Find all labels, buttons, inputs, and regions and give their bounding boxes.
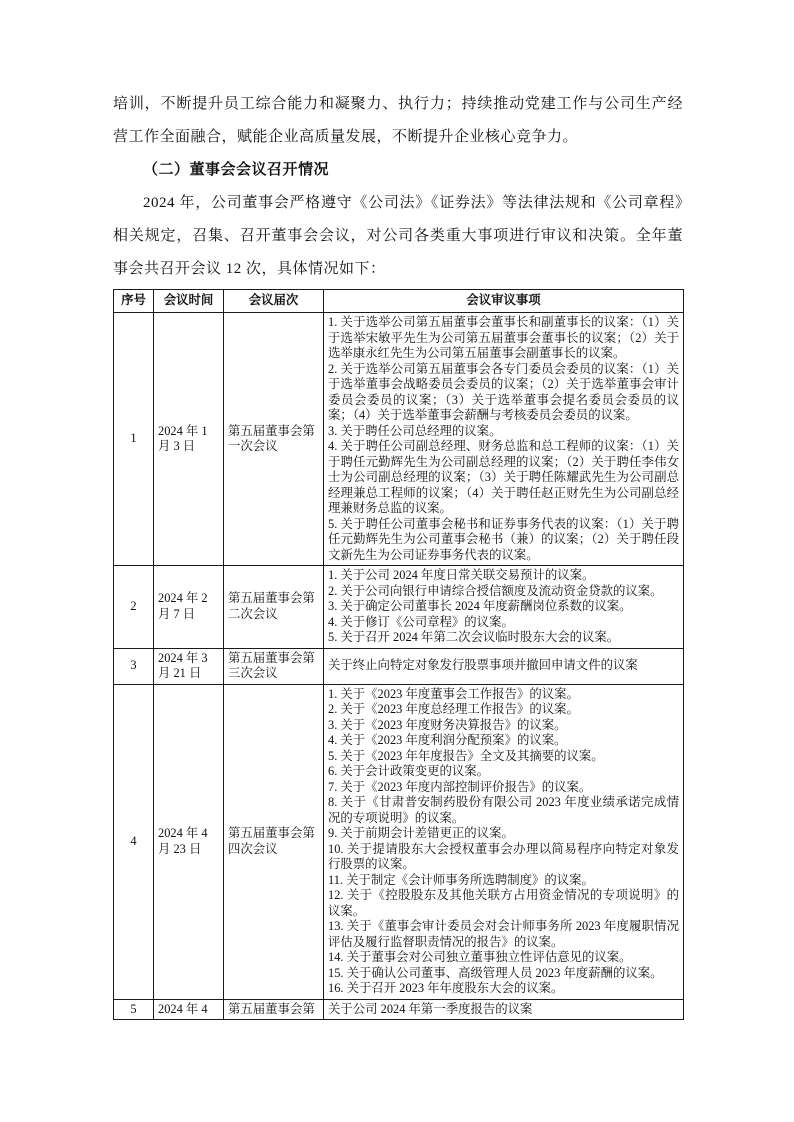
agenda-item: 5. 关于召开 2024 年第二次会议临时股东大会的议案。 (328, 630, 620, 644)
cell-no: 2 (114, 566, 154, 649)
paragraph-intro: 2024 年，公司董事会严格遵守《公司法》《证券法》等法律法规和《公司章程》相关规定，召集、召开董事会会议，对公司各类重大事项进行审议和决策。全年董事会共召开会议 12 次，具体情况如下： (113, 195, 683, 277)
agenda-item: 4. 关于修订《公司章程》的议案。 (328, 614, 514, 629)
cell-items (324, 648, 684, 684)
agenda-item: 关于终止向特定对象发行股票事项并撤回申请文件的议案 (328, 658, 638, 673)
cell-date: 2024 年 3 月 21 日 (154, 648, 224, 684)
table-row (114, 648, 684, 684)
agenda-item: 3. 关于聘任公司总经理的议案。 (328, 423, 502, 438)
agenda-item: 12. 关于《控股股东及其他关联方占用资金情况的专项说明》的议案。 (328, 888, 679, 918)
agenda-item: 3. 关于《2023 年度财务决算报告》的议案。 (328, 717, 567, 732)
cell-items (324, 313, 684, 566)
table-row (114, 313, 684, 566)
agenda-item: 5. 关于《2023 年年度报告》全文及其摘要的议案。 (328, 748, 604, 763)
cell-no: 1 (114, 313, 154, 566)
agenda-item: 1. 关于选举公司第五届董事会董事长和副董事长的议案：（1）关于选举宋敏平先生为公司第五届董事会董事长的议案；（2）关于选举康永红先生为公司第五届董事会副董事长的议案。 (328, 315, 679, 360)
agenda-item: 9. 关于前期会计差错更正的议案。 (328, 826, 514, 840)
cell-no: 5 (114, 999, 154, 1020)
cell-items (324, 999, 684, 1020)
agenda-item: 关于公司 2024 年第一季度报告的议案 (328, 1001, 533, 1016)
agenda-item: 2. 关于选举公司第五届董事会各专门委员会委员的议案：（1）关于选举董事会战略委员会委员的议案；（2）关于选举董事会审计委员会委员的议案；（3）关于选举董事会提名委员会委员的议案；（4）关于选举董事会薪酬与考核委员会委员的议案。 (328, 361, 679, 422)
cell-session: 第五届董事会第四次会议 (224, 684, 324, 999)
agenda-item: 3. 关于确定公司董事长 2024 年度薪酬岗位系数的议案。 (328, 599, 632, 613)
cell-session: 第五届董事会第一次会议 (224, 313, 324, 566)
agenda-item: 6. 关于会计政策变更的议案。 (328, 764, 490, 778)
cell-no: 4 (114, 684, 154, 999)
agenda-item: 2. 关于《2023 年度总经理工作报告》的议案。 (328, 702, 579, 716)
cell-date: 2024 年 4 月 23 日 (154, 684, 224, 999)
agenda-item: 7. 关于《2023 年度内部控制评价报告》的议案。 (328, 779, 592, 794)
cell-session: 第五届董事会第三次会议 (224, 648, 324, 684)
agenda-item: 15. 关于确认公司董事、高级管理人员 2023 年度薪酬的议案。 (328, 965, 663, 980)
cell-no: 3 (114, 648, 154, 684)
agenda-item: 4. 关于《2023 年度利润分配预案》的议案。 (328, 733, 567, 747)
agenda-item: 10. 关于提请股东大会授权董事会办理以简易程序向特定对象发行股票的议案。 (328, 841, 679, 871)
section-heading: （二）董事会会议召开情况 (143, 162, 330, 178)
header-session: 会议届次 (224, 290, 324, 313)
agenda-item: 14. 关于董事会对公司独立董事独立性评估意见的议案。 (328, 950, 632, 964)
cell-session: 第五届董事会第 (224, 999, 324, 1020)
agenda-item: 11. 关于制定《会计师事务所选聘制度》的议案。 (328, 872, 594, 887)
agenda-item: 1. 关于公司 2024 年度日常关联交易预计的议案。 (328, 568, 595, 582)
cell-items (324, 566, 684, 649)
cell-date: 2024 年 2 月 7 日 (154, 566, 224, 649)
cell-date: 2024 年 1 月 3 日 (154, 313, 224, 566)
board-meetings-table (113, 289, 684, 1020)
page-content (113, 88, 683, 1020)
paragraph-top: 培训，不断提升员工综合能力和凝聚力、执行力；持续推动党建工作与公司生产经营工作全面融合，赋能企业高质量发展，不断提升企业核心竞争力。 (113, 96, 683, 145)
table-row (114, 566, 684, 649)
agenda-item: 8. 关于《甘肃普安制药股份有限公司 2023 年度业绩承诺完成情况的专项说明》的议案。 (328, 795, 679, 825)
agenda-item: 5. 关于聘任公司董事会秘书和证券事务代表的议案：（1）关于聘任元勤辉先生为公司董事会秘书（兼）的议案；（2）关于聘任段文新先生为公司证券事务代表的议案。 (328, 516, 679, 562)
cell-items (324, 684, 684, 999)
agenda-item: 16. 关于召开 2023 年年度股东大会的议案。 (328, 981, 564, 995)
agenda-item: 2. 关于公司向银行申请综合授信额度及流动资金贷款的议案。 (328, 583, 663, 598)
agenda-item: 13. 关于《董事会审计委员会对会计师事务所 2023 年度履职情况评估及履行监督职责情况的报告》的议案。 (328, 919, 679, 949)
agenda-item: 4. 关于聘任公司副总经理、财务总监和总工程师的议案：（1）关于聘任元勤辉先生为公司副总经理的议案；（2）关于聘任李伟女士为公司副总经理的议案；（3）关于聘任陈耀武先生为公司副总经理兼总工程师的议案；（4）关于聘任赵正财先生为公司副总经理兼财务总监的议案。 (328, 439, 679, 515)
table-row (114, 999, 684, 1020)
header-items: 会议审议事项 (324, 290, 684, 313)
table-row (114, 684, 684, 999)
cell-date: 2024 年 4 (154, 999, 224, 1020)
agenda-item: 1. 关于《2023 年度董事会工作报告》的议案。 (328, 686, 579, 701)
header-date: 会议时间 (154, 290, 224, 313)
header-no: 序号 (114, 290, 154, 313)
cell-session: 第五届董事会第二次会议 (224, 566, 324, 649)
table-header-row (114, 290, 684, 313)
